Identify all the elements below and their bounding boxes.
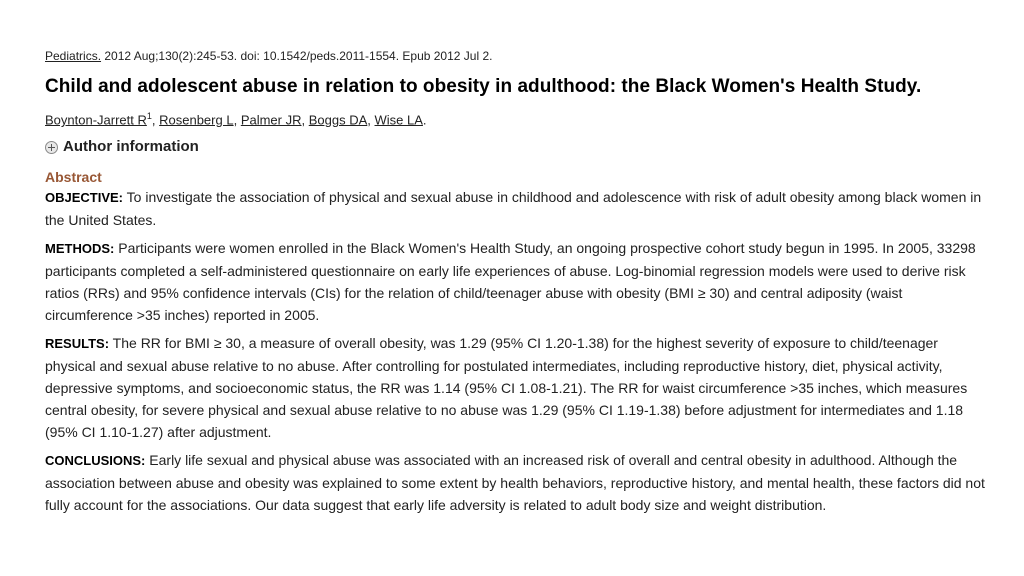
abstract-section-conclusions	[45, 449, 985, 516]
section-text: Early life sexual and physical abuse was associated with an increased risk of overall and central obesity in adulthood. Although the association between abuse and obesity was explained to some extent by health behaviors, reproductive history, and mental health, these factors did not fully account for the associations. Our data suggest that early life adversity is related to adult body size and weight distribution.	[45, 452, 985, 514]
section-label: METHODS:	[45, 241, 115, 257]
abstract-section-methods	[45, 237, 985, 326]
section-text: To investigate the association of physical and sexual abuse in childhood and adolescence with risk of adult obesity among black women in the United States.	[45, 189, 982, 229]
section-text: Participants were women enrolled in the Black Women's Health Study, an ongoing prospective cohort study begun in 1995. In 2005, 33298 participants completed a self-administered questionnaire on early life experiences of abuse. Log-binomial regression models were used to derive risk ratios (RRs) and 95% confidence intervals (CIs) for the relation of child/teenager abuse with obesity (BMI ≥ 30) and central adiposity (waist circumference >35 inches) reported in 2005.	[45, 240, 976, 324]
abstract-section-results	[45, 332, 985, 443]
author-affiliation-marker: 1	[146, 111, 152, 121]
section-label: RESULTS:	[45, 336, 110, 352]
abstract-heading: Abstract	[45, 169, 102, 186]
author-link[interactable]: Rosenberg L	[159, 112, 234, 128]
author-link[interactable]: Wise LA	[374, 112, 423, 128]
author-link[interactable]: Boynton-Jarrett R	[45, 112, 147, 128]
section-label: OBJECTIVE:	[45, 190, 124, 206]
author-information-label: Author information	[63, 138, 199, 156]
section-label: CONCLUSIONS:	[45, 453, 146, 469]
section-text: The RR for BMI ≥ 30, a measure of overall obesity, was 1.29 (95% CI 1.20-1.38) for the highest severity of exposure to child/teenager physical and sexual abuse relative to no abuse. After controlling for postulated intermediates, including reproductive history, diet, physical activity, depressive symptoms, and socioeconomic status, the RR was 1.14 (95% CI 1.08-1.21). The RR for waist circumference >35 inches, which measures central obesity, for severe physical and sexual abuse relative to no abuse was 1.29 (95% CI 1.19-1.38) before adjustment for intermediates and 1.18 (95% CI 1.10-1.27) after adjustment.	[45, 335, 968, 441]
journal-link[interactable]: Pediatrics.	[45, 49, 102, 63]
expand-plus-icon[interactable]	[45, 141, 58, 154]
abstract-section-objective	[45, 186, 985, 231]
article-title: Child and adolescent abuse in relation to obesity in adulthood: the Black Women's Health Study.	[45, 76, 922, 97]
article-container	[45, 48, 985, 516]
citation-details: 2012 Aug;130(2):245-53. doi: 10.1542/peds.2011-1554. Epub 2012 Jul 2.	[101, 49, 493, 63]
citation	[45, 48, 985, 64]
author-link[interactable]: Boggs DA	[308, 112, 368, 128]
author-link[interactable]: Palmer JR	[240, 112, 302, 128]
author-information-toggle[interactable]	[45, 137, 985, 157]
author-list: Boynton-Jarrett $R^1$, Rosenberg L, Palmer JR, Boggs DA, Wise LA.	[45, 111, 427, 128]
